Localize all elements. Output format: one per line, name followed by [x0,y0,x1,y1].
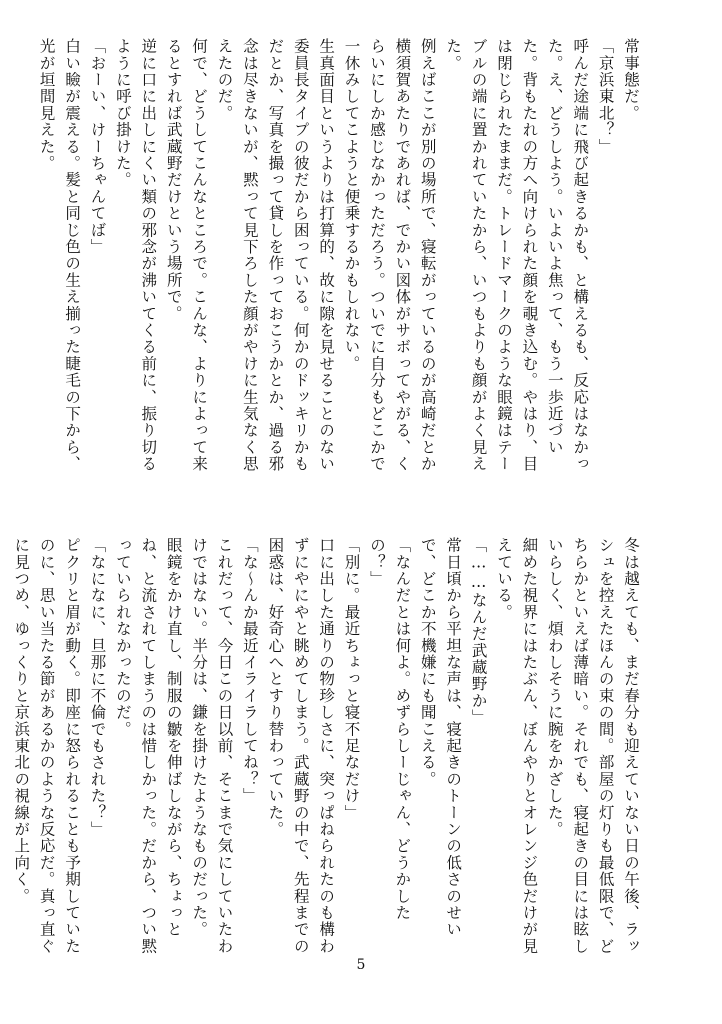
paragraph: 「なになに、旦那に不倫でもされた？」 [88,537,107,838]
paragraph: これだって、今日この日以前、そこまで気にしていたわけではない。半分は、鎌を掛けたようなものだった。 [190,537,234,955]
paragraph: 「おーい、けーちゃんてば」 [88,38,107,256]
paragraph: 細めた視界にはたぶん、ぼんやりとオレンジ色だけが見えている。 [494,537,539,955]
paragraph: 呼んだ途端に飛び起きるかも、と構えるも、反応はなかった。え、どうしよう。いよいよ焦って、もう一歩近づいた。背もたれの方へ向けられた顔を覗き込む。やはり、目は閉じられたままだ。トレードマークのような眼鏡はテーブルの端に置かれていたから、いつもよりも顔がよく見えた。 [444,38,590,473]
paragraph: 生真面目というよりは打算的、故に隙を見せることのない委員長タイプの彼だから困っている。何かのドッキリかもだとか、写真を撮って貸しを作っておこうかとか、過る邪念は尽きないが、黙って見下ろした顔がやけに生気なく思えたのだ。 [215,38,336,473]
paragraph: 「京浜東北？」 [596,38,615,155]
paragraph: 常事態だ。 [622,38,640,122]
paragraph: 何で、どうしてこんなところで。こんな、よりによって来るとすれば武蔵野だけという場所で。 [164,38,209,473]
paragraph: 「な～んか最近イライラしてね？」 [240,537,259,805]
paragraph: 例えばここが別の場所で、寝転がっているのが高崎だとか横須賀あたりであれば、でかい図体がサボってやがる、くらいにしか感じなかっただろう。ついでに自分もどこかで一休みしてこようと便乗するかもしれない。 [342,38,437,473]
paragraph: ピクリと眉が動く。即座に怒られることも予期していたのに、思い当たる節があるかのような反応だ。真っ直ぐに見つめ、ゆっくりと京浜東北の視線が上向く。 [12,537,82,955]
lower-text-block [12,537,643,962]
paragraph: 常日頃から平坦な声は、寝起きのトーンの低さのせいで、どこか不機嫌にも聞こえる。 [418,537,463,938]
paragraph: 口に出した通りの物珍しさに、突っぱねられたのも構わずにやにやと眺めてしまう。武蔵野の中で、先程までの困惑は、好奇心へとすり替わっていた。 [266,537,336,955]
paragraph: 「……なんだ武蔵野か」 [469,537,488,726]
paragraph: 「なんだとは何よ。めずらしーじゃん、どうかしたの？」 [367,537,412,922]
paragraph: 「別に。最近ちょっと寝不足なだけ」 [342,537,361,821]
paragraph: 冬は越えても、まだ春分も迎えていない日の午後、ラッシュを控えたほんの束の間。部屋の灯りも最低限で、どちらかといえば薄暗い。それでも、寝起きの目には眩しいらしく、煩わしそうに腕をかざした。 [545,537,640,955]
paragraph: 眼鏡をかけ直し、制服の皺を伸ばしながら、ちょっとね、と流されてしまうのは惜しかった。だから、つい黙っていられなかったのだ。 [113,537,183,955]
paragraph: 白い瞼が震える。髪と同じ色の生え揃った睫毛の下から、光が垣間見えた。 [37,38,82,473]
paragraph: 逆に口に出しにくい類の邪念が沸いてくる前に、振り切るように呼び掛けた。 [113,38,158,473]
upper-text-block [37,38,643,487]
page-number: 5 [356,957,366,973]
